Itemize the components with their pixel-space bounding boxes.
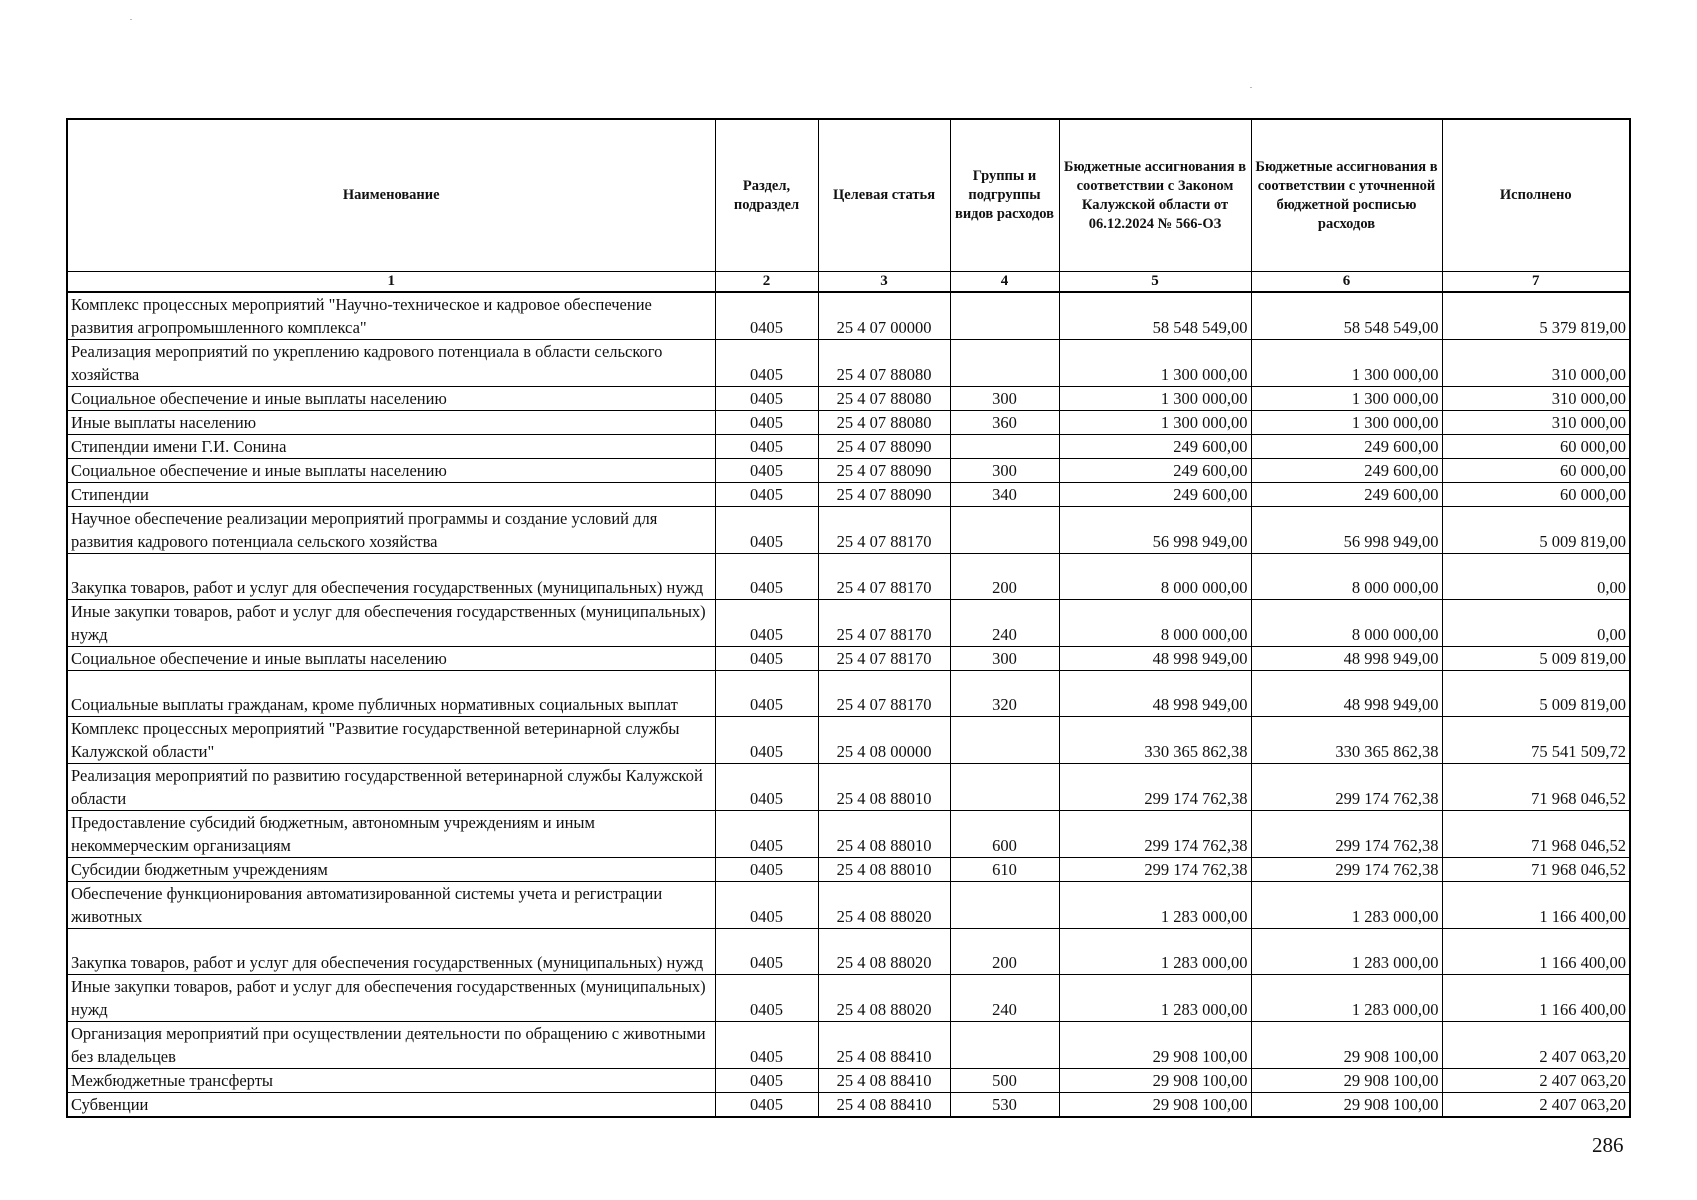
table-row	[67, 435, 1630, 459]
row-group: 240	[950, 600, 1059, 647]
table-row	[67, 483, 1630, 507]
row-refined-appropriation: 8 000 000,00	[1251, 554, 1442, 600]
row-target: 25 4 08 88010	[818, 858, 950, 882]
row-refined-appropriation: 1 300 000,00	[1251, 411, 1442, 435]
row-group: 300	[950, 459, 1059, 483]
column-number: 1	[67, 272, 715, 293]
row-law-appropriation: 1 283 000,00	[1059, 929, 1251, 975]
row-section: 0405	[715, 600, 818, 647]
row-executed: 1 166 400,00	[1442, 929, 1630, 975]
row-law-appropriation: 330 365 862,38	[1059, 717, 1251, 764]
row-law-appropriation: 29 908 100,00	[1059, 1093, 1251, 1118]
row-name: Субвенции	[67, 1093, 715, 1118]
row-name: Организация мероприятий при осуществлении деятельности по обращению с животными без владельцев	[67, 1022, 715, 1069]
row-refined-appropriation: 29 908 100,00	[1251, 1022, 1442, 1069]
row-group	[950, 340, 1059, 387]
row-refined-appropriation: 1 283 000,00	[1251, 975, 1442, 1022]
row-law-appropriation: 1 300 000,00	[1059, 340, 1251, 387]
table-row	[67, 600, 1630, 647]
row-law-appropriation: 8 000 000,00	[1059, 554, 1251, 600]
column-number: 2	[715, 272, 818, 293]
row-group: 300	[950, 647, 1059, 671]
row-name: Стипендии	[67, 483, 715, 507]
row-executed: 310 000,00	[1442, 411, 1630, 435]
row-group: 240	[950, 975, 1059, 1022]
row-law-appropriation: 29 908 100,00	[1059, 1022, 1251, 1069]
table-row	[67, 340, 1630, 387]
row-name: Иные закупки товаров, работ и услуг для обеспечения государственных (муниципальных) нужд	[67, 600, 715, 647]
row-law-appropriation: 299 174 762,38	[1059, 858, 1251, 882]
row-refined-appropriation: 249 600,00	[1251, 483, 1442, 507]
row-section: 0405	[715, 340, 818, 387]
row-refined-appropriation: 48 998 949,00	[1251, 671, 1442, 717]
row-name: Социальное обеспечение и иные выплаты населению	[67, 647, 715, 671]
row-executed: 5 379 819,00	[1442, 292, 1630, 340]
row-executed: 310 000,00	[1442, 387, 1630, 411]
row-name: Стипендии имени Г.И. Сонина	[67, 435, 715, 459]
row-executed: 1 166 400,00	[1442, 882, 1630, 929]
table-row	[67, 387, 1630, 411]
row-executed: 60 000,00	[1442, 483, 1630, 507]
row-section: 0405	[715, 717, 818, 764]
table-row	[67, 882, 1630, 929]
row-law-appropriation: 48 998 949,00	[1059, 647, 1251, 671]
row-target: 25 4 08 88020	[818, 882, 950, 929]
row-group	[950, 1022, 1059, 1069]
row-section: 0405	[715, 671, 818, 717]
row-group: 300	[950, 387, 1059, 411]
row-target: 25 4 07 88170	[818, 671, 950, 717]
row-group: 500	[950, 1069, 1059, 1093]
row-executed: 5 009 819,00	[1442, 647, 1630, 671]
page-number: 286	[1592, 1133, 1624, 1157]
row-refined-appropriation: 299 174 762,38	[1251, 811, 1442, 858]
row-refined-appropriation: 249 600,00	[1251, 459, 1442, 483]
row-group: 600	[950, 811, 1059, 858]
column-number: 3	[818, 272, 950, 293]
header-refined-appropriations: Бюджетные ассигнования в соответствии с уточненной бюджетной росписью расходов	[1251, 119, 1442, 272]
row-section: 0405	[715, 387, 818, 411]
row-name: Реализация мероприятий по укреплению кадрового потенциала в области сельского хозяйства	[67, 340, 715, 387]
column-number-row	[67, 272, 1630, 293]
row-target: 25 4 07 88170	[818, 647, 950, 671]
row-name: Закупка товаров, работ и услуг для обеспечения государственных (муниципальных) нужд	[67, 554, 715, 600]
row-group	[950, 292, 1059, 340]
row-name: Социальные выплаты гражданам, кроме публичных нормативных социальных выплат	[67, 671, 715, 717]
table-row	[67, 647, 1630, 671]
row-section: 0405	[715, 764, 818, 811]
table-row	[67, 975, 1630, 1022]
row-refined-appropriation: 330 365 862,38	[1251, 717, 1442, 764]
row-name: Субсидии бюджетным учреждениям	[67, 858, 715, 882]
row-section: 0405	[715, 292, 818, 340]
row-law-appropriation: 1 300 000,00	[1059, 411, 1251, 435]
row-name: Реализация мероприятий по развитию государственной ветеринарной службы Калужской области	[67, 764, 715, 811]
row-target: 25 4 08 88010	[818, 811, 950, 858]
row-refined-appropriation: 299 174 762,38	[1251, 858, 1442, 882]
row-target: 25 4 07 88090	[818, 435, 950, 459]
row-name: Обеспечение функционирования автоматизированной системы учета и регистрации животных	[67, 882, 715, 929]
row-law-appropriation: 1 283 000,00	[1059, 975, 1251, 1022]
row-target: 25 4 08 88010	[818, 764, 950, 811]
row-target: 25 4 07 88170	[818, 600, 950, 647]
row-executed: 2 407 063,20	[1442, 1022, 1630, 1069]
row-section: 0405	[715, 411, 818, 435]
row-section: 0405	[715, 435, 818, 459]
row-executed: 0,00	[1442, 600, 1630, 647]
row-law-appropriation: 299 174 762,38	[1059, 811, 1251, 858]
row-group: 360	[950, 411, 1059, 435]
row-target: 25 4 07 88090	[818, 459, 950, 483]
row-target: 25 4 07 88080	[818, 411, 950, 435]
row-target: 25 4 07 00000	[818, 292, 950, 340]
row-name: Предоставление субсидий бюджетным, автономным учреждениям и иным некоммерческим организациям	[67, 811, 715, 858]
row-refined-appropriation: 48 998 949,00	[1251, 647, 1442, 671]
row-group	[950, 435, 1059, 459]
row-group: 610	[950, 858, 1059, 882]
header-target: Целевая статья	[818, 119, 950, 272]
row-group: 320	[950, 671, 1059, 717]
row-refined-appropriation: 299 174 762,38	[1251, 764, 1442, 811]
row-name: Социальное обеспечение и иные выплаты населению	[67, 459, 715, 483]
row-target: 25 4 07 88080	[818, 340, 950, 387]
row-section: 0405	[715, 858, 818, 882]
row-name: Комплекс процессных мероприятий "Развитие государственной ветеринарной службы Калужской области"	[67, 717, 715, 764]
header-name: Наименование	[67, 119, 715, 272]
row-refined-appropriation: 1 300 000,00	[1251, 340, 1442, 387]
row-group: 200	[950, 929, 1059, 975]
row-target: 25 4 08 88020	[818, 975, 950, 1022]
row-section: 0405	[715, 811, 818, 858]
table-row	[67, 292, 1630, 340]
row-refined-appropriation: 1 283 000,00	[1251, 929, 1442, 975]
header-groups: Группы и подгруппы видов расходов	[950, 119, 1059, 272]
row-group: 530	[950, 1093, 1059, 1118]
row-target: 25 4 07 88090	[818, 483, 950, 507]
row-section: 0405	[715, 647, 818, 671]
row-executed: 71 968 046,52	[1442, 764, 1630, 811]
table-row	[67, 929, 1630, 975]
row-section: 0405	[715, 1022, 818, 1069]
table-row	[67, 764, 1630, 811]
row-executed: 5 009 819,00	[1442, 507, 1630, 554]
row-section: 0405	[715, 1069, 818, 1093]
row-law-appropriation: 249 600,00	[1059, 459, 1251, 483]
scan-speck	[1250, 87, 1252, 88]
row-target: 25 4 08 88410	[818, 1069, 950, 1093]
table-row	[67, 411, 1630, 435]
column-number: 4	[950, 272, 1059, 293]
row-group	[950, 882, 1059, 929]
row-name: Иные закупки товаров, работ и услуг для обеспечения государственных (муниципальных) нужд	[67, 975, 715, 1022]
table-row	[67, 671, 1630, 717]
row-target: 25 4 07 88170	[818, 507, 950, 554]
row-target: 25 4 08 88020	[818, 929, 950, 975]
row-executed: 1 166 400,00	[1442, 975, 1630, 1022]
table-row	[67, 811, 1630, 858]
table-row	[67, 858, 1630, 882]
row-target: 25 4 07 88080	[818, 387, 950, 411]
row-executed: 310 000,00	[1442, 340, 1630, 387]
row-refined-appropriation: 1 300 000,00	[1251, 387, 1442, 411]
row-section: 0405	[715, 975, 818, 1022]
row-refined-appropriation: 249 600,00	[1251, 435, 1442, 459]
table-row	[67, 554, 1630, 600]
row-name: Закупка товаров, работ и услуг для обеспечения государственных (муниципальных) нужд	[67, 929, 715, 975]
row-executed: 60 000,00	[1442, 435, 1630, 459]
row-group: 340	[950, 483, 1059, 507]
row-refined-appropriation: 56 998 949,00	[1251, 507, 1442, 554]
row-name: Иные выплаты населению	[67, 411, 715, 435]
row-executed: 60 000,00	[1442, 459, 1630, 483]
row-executed: 0,00	[1442, 554, 1630, 600]
scan-speck	[130, 19, 132, 20]
header-section: Раздел, подраздел	[715, 119, 818, 272]
column-number: 5	[1059, 272, 1251, 293]
row-name: Межбюджетные трансферты	[67, 1069, 715, 1093]
row-section: 0405	[715, 483, 818, 507]
table-row	[67, 1069, 1630, 1093]
table-row	[67, 1093, 1630, 1118]
table-row	[67, 459, 1630, 483]
row-group	[950, 507, 1059, 554]
row-executed: 71 968 046,52	[1442, 858, 1630, 882]
row-executed: 71 968 046,52	[1442, 811, 1630, 858]
row-target: 25 4 07 88170	[818, 554, 950, 600]
row-law-appropriation: 299 174 762,38	[1059, 764, 1251, 811]
row-target: 25 4 08 00000	[818, 717, 950, 764]
header-executed: Исполнено	[1442, 119, 1630, 272]
table-row	[67, 717, 1630, 764]
row-law-appropriation: 58 548 549,00	[1059, 292, 1251, 340]
table-row	[67, 1022, 1630, 1069]
row-section: 0405	[715, 882, 818, 929]
row-group: 200	[950, 554, 1059, 600]
row-refined-appropriation: 58 548 549,00	[1251, 292, 1442, 340]
row-group	[950, 717, 1059, 764]
row-section: 0405	[715, 1093, 818, 1118]
row-section: 0405	[715, 554, 818, 600]
row-refined-appropriation: 29 908 100,00	[1251, 1093, 1442, 1118]
row-law-appropriation: 56 998 949,00	[1059, 507, 1251, 554]
row-group	[950, 764, 1059, 811]
row-law-appropriation: 249 600,00	[1059, 435, 1251, 459]
row-law-appropriation: 1 300 000,00	[1059, 387, 1251, 411]
column-number: 7	[1442, 272, 1630, 293]
row-refined-appropriation: 29 908 100,00	[1251, 1069, 1442, 1093]
row-executed: 5 009 819,00	[1442, 671, 1630, 717]
header-law-appropriations: Бюджетные ассигнования в соответствии с Законом Калужской области от 06.12.2024 № 566-ОЗ	[1059, 119, 1251, 272]
row-name: Социальное обеспечение и иные выплаты населению	[67, 387, 715, 411]
row-law-appropriation: 29 908 100,00	[1059, 1069, 1251, 1093]
row-executed: 2 407 063,20	[1442, 1093, 1630, 1118]
row-target: 25 4 08 88410	[818, 1022, 950, 1069]
row-executed: 2 407 063,20	[1442, 1069, 1630, 1093]
table-header-row	[67, 119, 1630, 272]
column-number: 6	[1251, 272, 1442, 293]
row-refined-appropriation: 8 000 000,00	[1251, 600, 1442, 647]
row-section: 0405	[715, 459, 818, 483]
budget-table	[66, 118, 1631, 1118]
row-law-appropriation: 48 998 949,00	[1059, 671, 1251, 717]
row-target: 25 4 08 88410	[818, 1093, 950, 1118]
row-law-appropriation: 1 283 000,00	[1059, 882, 1251, 929]
row-name: Научное обеспечение реализации мероприятий программы и создание условий для развития кадрового потенциала сельского хозяйства	[67, 507, 715, 554]
row-law-appropriation: 8 000 000,00	[1059, 600, 1251, 647]
table-body	[67, 292, 1630, 1117]
row-name: Комплекс процессных мероприятий "Научно-техническое и кадровое обеспечение развития агропромышленного комплекса"	[67, 292, 715, 340]
row-executed: 75 541 509,72	[1442, 717, 1630, 764]
table-row	[67, 507, 1630, 554]
row-refined-appropriation: 1 283 000,00	[1251, 882, 1442, 929]
row-law-appropriation: 249 600,00	[1059, 483, 1251, 507]
row-section: 0405	[715, 929, 818, 975]
row-section: 0405	[715, 507, 818, 554]
